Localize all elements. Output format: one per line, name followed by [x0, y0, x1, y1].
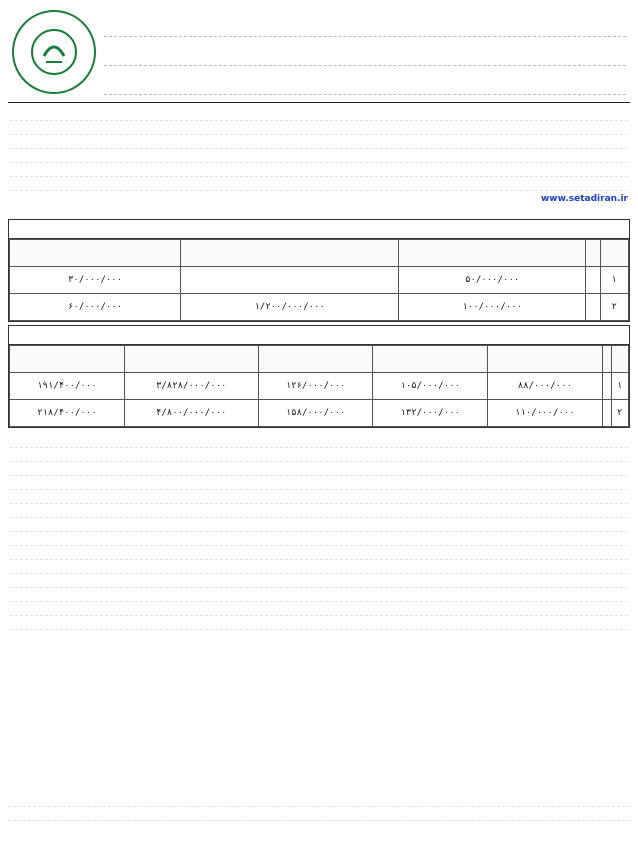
notice-header	[8, 6, 630, 103]
table-row	[10, 294, 629, 321]
table-row	[10, 267, 629, 294]
notice-title	[100, 6, 630, 101]
price-table-2-grid	[9, 345, 629, 427]
col-header	[611, 346, 628, 373]
price-table-1	[8, 219, 630, 322]
condition-item	[10, 477, 628, 490]
condition-item	[10, 603, 628, 616]
col-header	[488, 346, 603, 373]
col-header	[124, 346, 258, 373]
table-cell: ۱۱۰/۰۰۰/۰۰۰	[488, 400, 603, 427]
title-line	[104, 12, 626, 37]
table-cell: ۳۰/۰۰۰/۰۰۰	[10, 267, 181, 294]
condition-item	[10, 519, 628, 532]
footer-line	[8, 794, 630, 807]
tender-notice-page	[8, 6, 630, 838]
table-cell: ۱	[611, 373, 628, 400]
condition-item	[10, 575, 628, 588]
condition-item	[10, 449, 628, 462]
table-header-row	[10, 346, 629, 373]
condition-item	[10, 617, 628, 630]
condition-item	[10, 491, 628, 504]
section-specs	[8, 214, 630, 216]
table-cell	[602, 373, 611, 400]
table-cell	[586, 267, 600, 294]
intro-line	[10, 150, 628, 163]
table-caption	[9, 326, 629, 345]
municipality-seal-icon	[28, 26, 80, 78]
col-header	[602, 346, 611, 373]
table-caption	[9, 220, 629, 239]
intro-line	[10, 178, 628, 191]
price-table-2	[8, 325, 630, 428]
table-cell	[602, 400, 611, 427]
table-cell: ۱۳۲/۰۰۰/۰۰۰	[373, 400, 488, 427]
table-cell: ۱۰۵/۰۰۰/۰۰۰	[373, 373, 488, 400]
condition-item	[10, 547, 628, 560]
table-cell: ۵۰/۰۰۰/۰۰۰	[399, 267, 586, 294]
intro-line	[10, 122, 628, 135]
col-header	[399, 240, 586, 267]
municipality-seal-icon	[12, 10, 96, 94]
intro-line	[10, 136, 628, 149]
intro-line	[10, 164, 628, 177]
signature	[8, 822, 630, 838]
intro-line	[10, 108, 628, 121]
table-cell: ۲۱۸/۴۰۰/۰۰۰	[10, 400, 125, 427]
condition-item	[10, 561, 628, 574]
col-header	[10, 346, 125, 373]
table-cell: ۱	[600, 267, 628, 294]
col-header	[586, 240, 600, 267]
title-line	[104, 41, 626, 66]
col-header	[10, 240, 181, 267]
table-cell: ۱۲۶/۰۰۰/۰۰۰	[258, 373, 373, 400]
table-cell	[586, 294, 600, 321]
table-cell: ۲	[600, 294, 628, 321]
conditions-list	[8, 431, 630, 634]
condition-item	[10, 533, 628, 546]
notice-footer	[8, 793, 630, 838]
table-row	[10, 373, 629, 400]
condition-item	[10, 589, 628, 602]
title-line	[104, 70, 626, 95]
table-cell: ۱۹۱/۴۰۰/۰۰۰	[10, 373, 125, 400]
table-cell: ۳/۸۲۸/۰۰۰/۰۰۰	[124, 373, 258, 400]
table-header-row	[10, 240, 629, 267]
setadiran-link[interactable]: www.setadiran.ir	[540, 194, 628, 204]
footer-line	[8, 808, 630, 821]
table-cell: ۲	[611, 400, 628, 427]
table-cell	[181, 267, 399, 294]
col-header	[181, 240, 399, 267]
condition-item	[10, 435, 628, 448]
table-cell: ۱۵۸/۰۰۰/۰۰۰	[258, 400, 373, 427]
col-header	[258, 346, 373, 373]
col-header	[373, 346, 488, 373]
price-table-1-grid	[9, 239, 629, 321]
table-cell: ۱۰۰/۰۰۰/۰۰۰	[399, 294, 586, 321]
condition-item	[10, 505, 628, 518]
table-cell: ۸۸/۰۰۰/۰۰۰	[488, 373, 603, 400]
condition-item	[10, 463, 628, 476]
intro-paragraph	[8, 103, 630, 210]
table-cell: ۶۰/۰۰۰/۰۰۰	[10, 294, 181, 321]
col-header	[600, 240, 628, 267]
table-row	[10, 400, 629, 427]
table-cell: ۱/۲۰۰/۰۰۰/۰۰۰	[181, 294, 399, 321]
table-cell: ۴/۸۰۰/۰۰۰/۰۰۰	[124, 400, 258, 427]
